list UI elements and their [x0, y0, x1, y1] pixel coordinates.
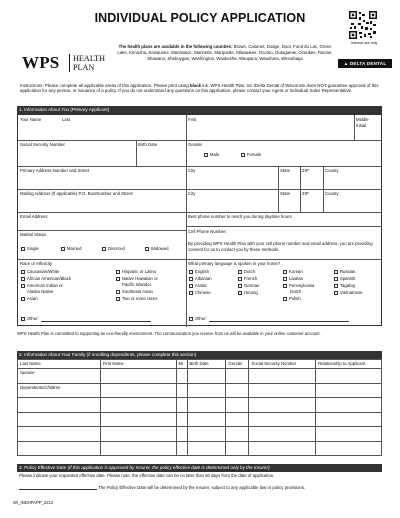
gender-male-option[interactable]: Male — [204, 152, 219, 158]
family-table — [17, 359, 382, 456]
lang-hmong-option[interactable]: Hmong — [238, 290, 258, 296]
logo-divider — [69, 54, 70, 72]
instructions: Instructions: Please complete all applicable areas of this application. Please print using black ink. WPS Health Plan, Inc./Delta Dental of Wisconsin does NOT guarantee approval of this application for any person, or issuance of a policy. If you do not understand any questions on this application, please contact your Agent or Individual Sales Representative. — [20, 83, 379, 94]
american-indian-checkbox[interactable] — [21, 284, 25, 288]
southeast-asian-checkbox[interactable] — [116, 290, 120, 294]
section-1-form — [17, 114, 382, 326]
pennsylvania-dutch-checkbox[interactable] — [283, 284, 287, 288]
hispanic-checkbox[interactable] — [116, 270, 120, 274]
table-row — [18, 398, 382, 413]
section-1-header: 1. Information About You (Primary Applicant) — [17, 106, 382, 114]
mailing-county-label: County — [325, 191, 339, 196]
county-availability: The health plans are available in the following counties: Brown, Calumet, Dodge, Door, Fond du Lac, Green Lake, Kenosha, Kewaunee, Manitowoc, Marinette, Marquette, Milwaukee, Oconto, Outagamie, Ozaukee, Racine, Shawano, Sheboygan, Washington, Waukesha, Waupaca, Waushara, Winnebago — [117, 44, 333, 62]
form-number: WI_INDHPAPP_2212 — [13, 500, 54, 505]
caucasian-checkbox[interactable] — [21, 270, 25, 274]
delta-dental-logo: ▲ DELTA DENTAL — [338, 59, 392, 68]
laotian-checkbox[interactable] — [283, 277, 287, 281]
marital-married-option[interactable]: Married — [61, 246, 81, 252]
table-row — [18, 412, 382, 427]
col-last-name: Last Name — [18, 360, 101, 369]
english-checkbox[interactable] — [189, 270, 193, 274]
lang-dutch-option[interactable]: Dutch — [238, 269, 255, 275]
lang-german-option[interactable]: German — [238, 283, 259, 289]
marital-widowed-option[interactable]: Widowed — [145, 246, 169, 252]
col-mi: MI — [176, 360, 187, 369]
race-other-line[interactable] — [41, 318, 151, 322]
lang-chinese-option[interactable]: Chinese — [189, 290, 211, 296]
table-row — [18, 369, 382, 384]
spanish-checkbox[interactable] — [334, 277, 338, 281]
logo-secondary: HEALTH PLAN — [73, 54, 105, 72]
consent-text: By providing WPS Health Plan with your cell phone number and email address, you are providing consent for us to contact you by these methods. — [188, 241, 373, 252]
eco-friendly-note: WPS Health Plan is committed to supporting an eco-friendly environment. The communication you receive from us will be available in your online customer account. — [17, 331, 321, 336]
mailing-zip-label: ZIP — [302, 191, 309, 196]
zip-label: ZIP — [302, 168, 309, 173]
birth-date-label: Birth Date — [138, 142, 158, 147]
chinese-checkbox[interactable] — [189, 291, 193, 295]
french-checkbox[interactable] — [238, 277, 242, 281]
dutch-checkbox[interactable] — [238, 270, 242, 274]
mailing-address-label: Mailing Address (If applicable) P.O. Box/Number and Street — [20, 191, 133, 196]
lang-albanian-option[interactable]: Albanian — [189, 276, 212, 282]
german-checkbox[interactable] — [238, 284, 242, 288]
last-name-label: Last — [62, 117, 71, 122]
albanian-checkbox[interactable] — [189, 277, 193, 281]
email-label: Email Address — [20, 214, 48, 219]
race-african-american-option[interactable]: African American/Black — [21, 276, 71, 282]
marital-single-option[interactable]: Single — [21, 246, 39, 252]
race-american-indian-cont: Alaska Native — [27, 289, 54, 294]
lang-laotian-option[interactable]: Laotian — [283, 276, 303, 282]
col-relationship: Relationship to Applicant — [316, 360, 382, 369]
race-other-option[interactable]: Other: — [21, 316, 151, 322]
best-phone-label: Best phone number to reach you during daytime hours — [188, 214, 292, 219]
lang-french-option[interactable]: French — [238, 276, 257, 282]
mailing-city-label: City — [188, 191, 196, 196]
race-hispanic-option[interactable]: Hispanic or Latino — [116, 269, 156, 275]
col-birth-date: Birth Date — [187, 360, 226, 369]
tagalog-checkbox[interactable] — [334, 284, 338, 288]
korean-checkbox[interactable] — [283, 270, 287, 274]
race-other-checkbox[interactable] — [21, 317, 25, 321]
vietnamese-checkbox[interactable] — [334, 291, 338, 295]
race-american-indian-option[interactable]: American Indian or — [21, 283, 63, 289]
col-gender: Gender — [226, 360, 249, 369]
effective-date-row: The Policy Effective Date will be determined by the Insurer, subject to any applicable law or policy provisions. — [19, 485, 305, 490]
race-label: Race or ethnicity — [20, 261, 53, 266]
polish-checkbox[interactable] — [283, 297, 287, 301]
middle-initial-label: Middle Initial — [356, 117, 369, 128]
lang-spanish-option[interactable]: Spanish — [334, 276, 355, 282]
language-label: What primary language is spoken in your home? — [188, 261, 281, 266]
lang-vietnamese-option[interactable]: Vietnamese — [334, 290, 363, 296]
race-native-hawaiian-cont: Pacific Islander — [122, 282, 152, 287]
marital-divorced-option[interactable]: Divorced — [102, 246, 125, 252]
row-label-dependents[interactable]: Dependents/Children — [18, 383, 101, 398]
asian-checkbox[interactable] — [21, 297, 25, 301]
race-asian-option[interactable]: Asian — [21, 296, 38, 302]
language-other-line[interactable] — [209, 318, 349, 322]
section-2-header: 2. Information About Your Family (if enrolling dependents, please complete this section) — [17, 351, 382, 359]
lang-korean-option[interactable]: Korean — [283, 269, 303, 275]
african-american-checkbox[interactable] — [21, 277, 25, 281]
first-name-label: First — [188, 117, 197, 122]
arabic-checkbox[interactable] — [189, 284, 193, 288]
section-3-header: 3. Policy Effective Date (If this application is approved by Insurer, the policy effective date is determined only by the Insurer) — [17, 464, 382, 472]
logo-primary: WPS — [22, 53, 60, 72]
lang-polish-option[interactable]: Polish — [283, 296, 301, 302]
table-row — [18, 383, 382, 398]
page-title: INDIVIDUAL POLICY APPLICATION — [94, 11, 306, 25]
divorced-checkbox[interactable] — [102, 247, 106, 251]
language-other-checkbox[interactable] — [189, 317, 193, 321]
your-name-label: Your Name — [20, 117, 42, 122]
male-checkbox[interactable] — [204, 153, 208, 157]
qr-code-icon — [349, 11, 377, 39]
lang-pennsylvania-dutch-option[interactable]: Pennsylvania — [283, 283, 314, 289]
county-label: County — [325, 168, 339, 173]
row-label-spouse[interactable]: Spouse — [18, 369, 101, 384]
russian-checkbox[interactable] — [334, 270, 338, 274]
two-or-more-checkbox[interactable] — [116, 297, 120, 301]
native-hawaiian-checkbox[interactable] — [116, 277, 120, 281]
effective-date-input[interactable] — [19, 486, 97, 490]
lang-arabic-option[interactable]: Arabic — [189, 283, 207, 289]
lang-russian-option[interactable]: Russian — [334, 269, 355, 275]
primary-address-label: Primary Address Number and Street — [20, 168, 90, 173]
gender-female-option[interactable]: Female — [241, 152, 261, 158]
lang-pennsylvania-dutch-cont: Dutch — [290, 289, 302, 294]
wps-health-plan-logo — [22, 52, 106, 74]
marital-status-label: Marital Status — [20, 232, 47, 237]
race-southeast-asian-option[interactable]: Southeast Asian — [116, 289, 153, 295]
lang-other-option[interactable]: Other: — [189, 316, 349, 322]
single-checkbox[interactable] — [21, 247, 25, 251]
gender-label: Gender — [188, 142, 203, 147]
col-ssn: Social Security Number — [249, 360, 316, 369]
col-first-name: First Name — [100, 360, 176, 369]
family-table-header — [18, 360, 382, 369]
effective-date-instruction: Please indicate your requested effective date. Please note, the effective date can be no later than 60 days from the date of application. — [19, 473, 275, 478]
race-caucasian-option[interactable]: Caucasian/White — [21, 269, 59, 275]
hmong-checkbox[interactable] — [238, 291, 242, 295]
state-label: State — [280, 168, 291, 173]
married-checkbox[interactable] — [61, 247, 65, 251]
table-row — [18, 427, 382, 442]
table-row — [18, 441, 382, 456]
qr-caption: Internal use only — [350, 41, 378, 45]
lang-tagalog-option[interactable]: Tagalog — [334, 283, 355, 289]
female-checkbox[interactable] — [241, 153, 245, 157]
cell-phone-label: Cell Phone Number: — [188, 229, 227, 234]
widowed-checkbox[interactable] — [145, 247, 149, 251]
lang-english-option[interactable]: English — [189, 269, 209, 275]
mailing-state-label: State — [280, 191, 291, 196]
race-native-hawaiian-option[interactable]: Native Hawaiian or — [116, 276, 158, 282]
city-label: City — [188, 168, 196, 173]
race-two-or-more-option[interactable]: Two or more races — [116, 296, 157, 302]
ssn-label: Social Security Number — [20, 142, 65, 147]
